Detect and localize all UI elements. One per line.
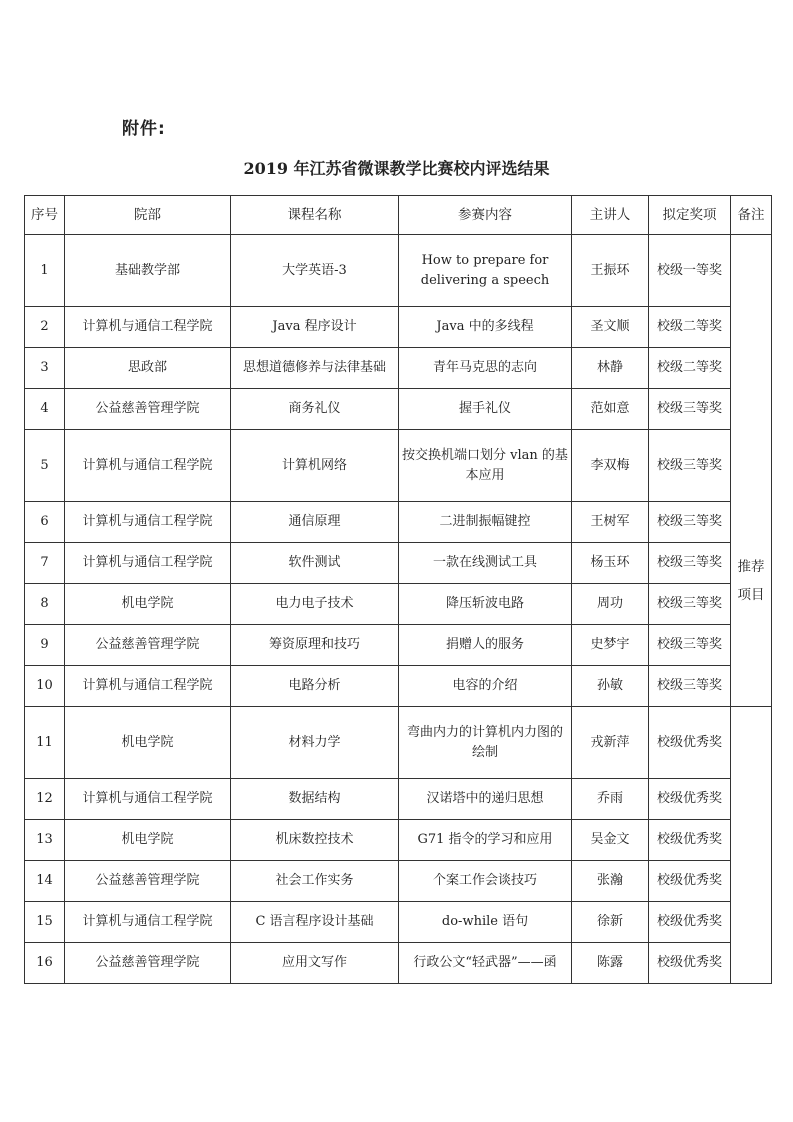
cell-content: How to prepare for delivering a speech: [399, 235, 572, 307]
header-row: [25, 196, 772, 235]
cell-lecturer: 张瀚: [572, 861, 649, 902]
cell-award: 校级二等奖: [649, 348, 731, 389]
cell-course: 通信原理: [231, 502, 399, 543]
cell-no: 14: [25, 861, 65, 902]
cell-lecturer: 徐新: [572, 902, 649, 943]
cell-no: 5: [25, 430, 65, 502]
cell-college: 基础教学部: [65, 235, 231, 307]
cell-no: 16: [25, 943, 65, 984]
header-course: 课程名称: [231, 196, 399, 235]
header-remark: 备注: [731, 196, 772, 235]
cell-no: 9: [25, 625, 65, 666]
cell-course: 应用文写作: [231, 943, 399, 984]
cell-no: 8: [25, 584, 65, 625]
cell-lecturer: 王树军: [572, 502, 649, 543]
cell-content: 电容的介绍: [399, 666, 572, 707]
cell-college: 计算机与通信工程学院: [65, 543, 231, 584]
cell-lecturer: 李双梅: [572, 430, 649, 502]
cell-award: 校级三等奖: [649, 389, 731, 430]
document-title: 2019 年江苏省微课教学比赛校内评选结果: [243, 159, 550, 178]
cell-lecturer: 范如意: [572, 389, 649, 430]
cell-no: 6: [25, 502, 65, 543]
table-row: [25, 861, 772, 902]
cell-college: 计算机与通信工程学院: [65, 430, 231, 502]
cell-course: 计算机网络: [231, 430, 399, 502]
table-row: [25, 943, 772, 984]
table-row: [25, 584, 772, 625]
cell-content: 一款在线测试工具: [399, 543, 572, 584]
cell-course: C 语言程序设计基础: [231, 902, 399, 943]
cell-no: 3: [25, 348, 65, 389]
cell-lecturer: 林静: [572, 348, 649, 389]
cell-college: 计算机与通信工程学院: [65, 502, 231, 543]
cell-award: 校级三等奖: [649, 543, 731, 584]
table-row: [25, 820, 772, 861]
cell-course: 思想道德修养与法律基础: [231, 348, 399, 389]
cell-course: 商务礼仪: [231, 389, 399, 430]
cell-college: 公益慈善管理学院: [65, 389, 231, 430]
cell-no: 10: [25, 666, 65, 707]
cell-no: 4: [25, 389, 65, 430]
cell-no: 7: [25, 543, 65, 584]
attachment-label: 附件:: [122, 119, 166, 139]
cell-course: 软件测试: [231, 543, 399, 584]
cell-award: 校级三等奖: [649, 430, 731, 502]
cell-college: 计算机与通信工程学院: [65, 307, 231, 348]
cell-content: 按交换机端口划分 vlan 的基本应用: [399, 430, 572, 502]
cell-college: 计算机与通信工程学院: [65, 902, 231, 943]
cell-course: 电路分析: [231, 666, 399, 707]
cell-award: 校级三等奖: [649, 625, 731, 666]
cell-lecturer: 史梦宇: [572, 625, 649, 666]
cell-college: 机电学院: [65, 584, 231, 625]
cell-award: 校级优秀奖: [649, 707, 731, 779]
table-row: [25, 389, 772, 430]
cell-lecturer: 孙敏: [572, 666, 649, 707]
cell-course: 数据结构: [231, 779, 399, 820]
cell-award: 校级三等奖: [649, 502, 731, 543]
table-row: [25, 902, 772, 943]
table-row: [25, 430, 772, 502]
table-row: [25, 307, 772, 348]
cell-remark-group-1: [731, 235, 772, 707]
cell-lecturer: 吴金文: [572, 820, 649, 861]
cell-lecturer: 陈露: [572, 943, 649, 984]
cell-content: G71 指令的学习和应用: [399, 820, 572, 861]
results-table: [24, 195, 772, 984]
cell-award: 校级一等奖: [649, 235, 731, 307]
table-row: [25, 348, 772, 389]
cell-content: 降压斩波电路: [399, 584, 572, 625]
cell-college: 计算机与通信工程学院: [65, 779, 231, 820]
remark-text: 推荐项目: [737, 559, 765, 603]
cell-course: Java 程序设计: [231, 307, 399, 348]
cell-college: 机电学院: [65, 707, 231, 779]
cell-content: 捐赠人的服务: [399, 625, 572, 666]
cell-lecturer: 周功: [572, 584, 649, 625]
header-no: 序号: [25, 196, 65, 235]
cell-content: 行政公文“轻武器”——函: [399, 943, 572, 984]
cell-no: 2: [25, 307, 65, 348]
cell-college: 计算机与通信工程学院: [65, 666, 231, 707]
header-award: 拟定奖项: [649, 196, 731, 235]
cell-award: 校级二等奖: [649, 307, 731, 348]
cell-remark-group-2: [731, 707, 772, 984]
cell-content: do-while 语句: [399, 902, 572, 943]
cell-college: 思政部: [65, 348, 231, 389]
table-row: [25, 666, 772, 707]
table-row: [25, 625, 772, 666]
cell-course: 电力电子技术: [231, 584, 399, 625]
cell-content: 弯曲内力的计算机内力图的绘制: [399, 707, 572, 779]
cell-content: 青年马克思的志向: [399, 348, 572, 389]
cell-college: 公益慈善管理学院: [65, 943, 231, 984]
table-row: [25, 543, 772, 584]
cell-lecturer: 圣文顺: [572, 307, 649, 348]
cell-award: 校级三等奖: [649, 666, 731, 707]
cell-course: 大学英语-3: [231, 235, 399, 307]
cell-no: 15: [25, 902, 65, 943]
cell-lecturer: 戎新萍: [572, 707, 649, 779]
cell-content: Java 中的多线程: [399, 307, 572, 348]
cell-course: 材料力学: [231, 707, 399, 779]
cell-lecturer: 王振环: [572, 235, 649, 307]
cell-content: 二进制振幅键控: [399, 502, 572, 543]
table-row: [25, 707, 772, 779]
cell-no: 11: [25, 707, 65, 779]
cell-college: 机电学院: [65, 820, 231, 861]
header-college: 院部: [65, 196, 231, 235]
cell-course: 机床数控技术: [231, 820, 399, 861]
cell-award: 校级三等奖: [649, 584, 731, 625]
table-row: [25, 779, 772, 820]
cell-award: 校级优秀奖: [649, 820, 731, 861]
cell-no: 1: [25, 235, 65, 307]
cell-award: 校级优秀奖: [649, 943, 731, 984]
header-lecturer: 主讲人: [572, 196, 649, 235]
table-row: [25, 502, 772, 543]
cell-course: 社会工作实务: [231, 861, 399, 902]
cell-college: 公益慈善管理学院: [65, 861, 231, 902]
cell-award: 校级优秀奖: [649, 779, 731, 820]
cell-college: 公益慈善管理学院: [65, 625, 231, 666]
cell-award: 校级优秀奖: [649, 861, 731, 902]
table-row: [25, 235, 772, 307]
header-content: 参赛内容: [399, 196, 572, 235]
cell-lecturer: 杨玉环: [572, 543, 649, 584]
cell-content: 汉诺塔中的递归思想: [399, 779, 572, 820]
cell-lecturer: 乔雨: [572, 779, 649, 820]
cell-course: 筹资原理和技巧: [231, 625, 399, 666]
cell-content: 个案工作会谈技巧: [399, 861, 572, 902]
cell-no: 12: [25, 779, 65, 820]
cell-no: 13: [25, 820, 65, 861]
cell-content: 握手礼仪: [399, 389, 572, 430]
cell-award: 校级优秀奖: [649, 902, 731, 943]
